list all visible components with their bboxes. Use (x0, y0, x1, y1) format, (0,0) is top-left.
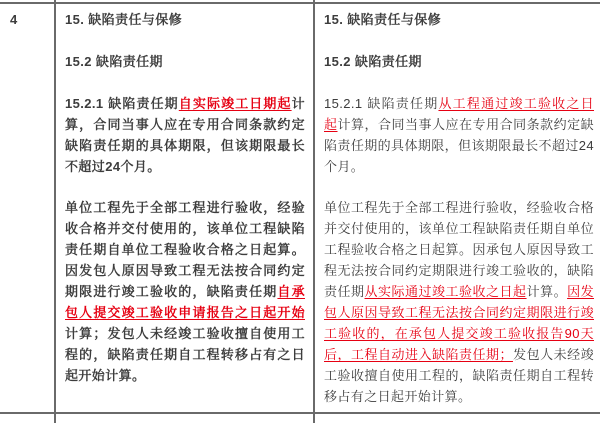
clause-cell-old-version (56, 4, 313, 412)
clause-text: 发包人未经竣工验收擅自使用工程的，缺陷责任期自工程转移占有之日起开始计算。 (324, 347, 594, 404)
clause-paragraph (324, 93, 594, 177)
clause-paragraph (65, 197, 305, 386)
clause-text: 15.2.1 缺陷责任期 (65, 96, 179, 111)
clause-text: 单位工程先于全部工程进行验收，经验收合格并交付使用的，该单位工程缺陷责任期自单位工程验收合格之日起算。因承包人原因导致工程无法按合同约定期限进行竣工验收的，缺陷责任期 (324, 200, 594, 299)
revision-text: 自实际竣工日期起 (178, 96, 292, 111)
row-number-cell: 4 (10, 12, 18, 27)
clause-title: 15. 缺陷责任与保修 (324, 12, 442, 27)
clause-text: 计算，合同当事人应在专用合同条款约定缺陷责任期的具体期限，但该期限最长不超过24个月。 (324, 117, 594, 174)
revision-text: 从实际通过竣工验收之日起 (364, 284, 527, 299)
revision-text: 因发包人原因导致工程无法按合同约定期限进行竣工验收的，在承包人提交竣工验收报告90天后，工程自动进入缺陷责任期； (324, 284, 594, 362)
clause-text: 单位工程先于全部工程进行验收，经验收合格并交付使用的，该单位工程缺陷责任期自单位工程验收合格之日起算。因发包人原因导致工程无法按合同约定期限进行竣工验收的，缺陷责任期 (65, 200, 305, 299)
clause-text: 计算。 (526, 284, 568, 299)
clause-title: 15. 缺陷责任与保修 (65, 12, 183, 27)
row-bottom-border (0, 412, 600, 414)
clause-subtitle: 15.2 缺陷责任期 (65, 54, 163, 69)
revision-text: 从工程通过竣工验收之日起 (324, 96, 594, 132)
clause-cell-new-version (315, 4, 600, 412)
clause-text: 计算；发包人未经竣工验收擅自使用工程的，缺陷责任期自工程转移占有之日起开始计算。 (65, 326, 305, 383)
clause-paragraph (324, 197, 594, 407)
clause-text: 计算，合同当事人应在专用合同条款约定缺陷责任期的具体期限，但该期限最长不超过24个月。 (65, 96, 306, 174)
clause-text: 15.2.1 缺陷责任期 (324, 96, 439, 111)
clause-subtitle: 15.2 缺陷责任期 (324, 54, 422, 69)
clause-paragraph (65, 93, 305, 177)
revision-text: 自承包人提交竣工验收申请报告之日起开始 (65, 284, 305, 320)
